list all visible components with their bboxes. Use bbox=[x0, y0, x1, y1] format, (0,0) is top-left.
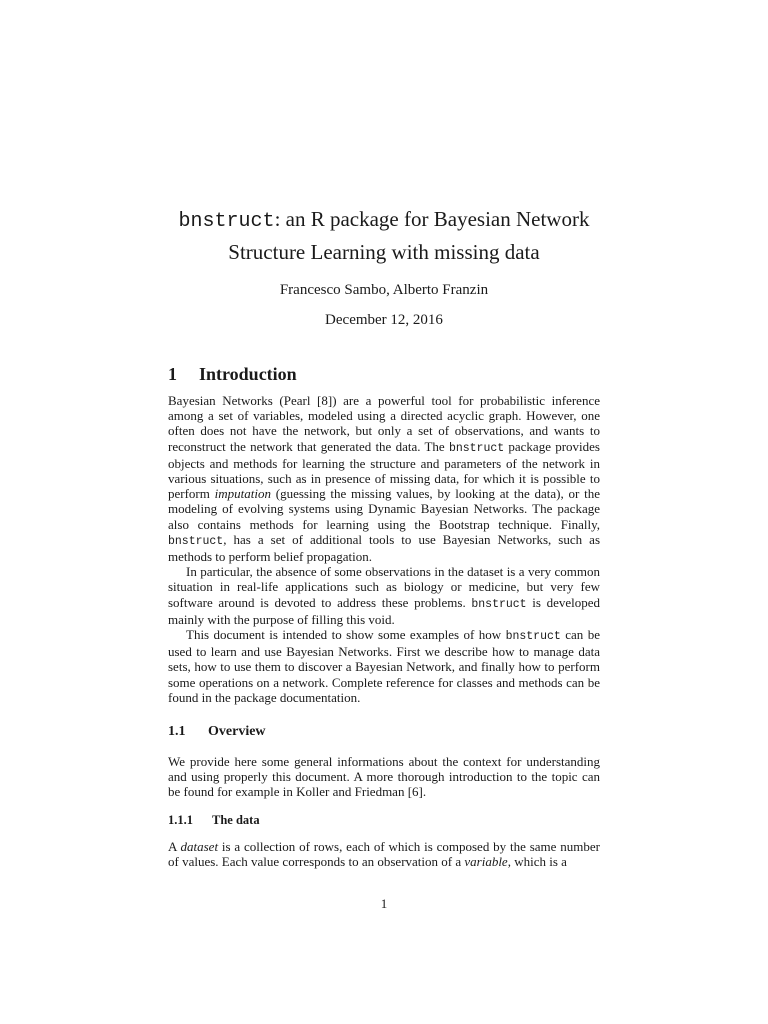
section-number: 1 bbox=[168, 364, 177, 384]
paragraph: This document is intended to show some examples of how bnstruct can be used to learn and use Bayesian Networks. First we describe how to manage data sets, how to use them to discover a Bayesian Network, and finally how to perform some operations on a network. Complete reference for classes and methods can be found in the package documentation. bbox=[168, 627, 600, 705]
introduction-body bbox=[168, 393, 600, 705]
title-package-name: bnstruct bbox=[178, 210, 275, 233]
subsubsection-number: 1.1.1 bbox=[168, 813, 193, 827]
paper-title bbox=[120, 204, 648, 267]
data-body bbox=[168, 839, 600, 869]
subsection-heading-overview bbox=[168, 722, 266, 742]
subsection-number: 1.1 bbox=[168, 724, 186, 739]
code-text: bnstruct bbox=[505, 630, 561, 644]
page-number: 1 bbox=[380, 896, 388, 911]
section-title: Introduction bbox=[199, 364, 297, 384]
paragraph: Bayesian Networks (Pearl [8]) are a powerful tool for probabilistic inference among a set of variables, modeled using a directed acyclic graph. However, one often does not have the network, but only a set of observations, and wants to reconstruct the network that generated the data. The bnstruct package provides objects and methods for learning the structure and parameters of the network in various situations, such as in presence of missing data, for which it is possible to perform imputation (guessing the missing values, by looking at the data), or the modeling of evolving systems using Dynamic Bayesian Networks. The package also contains methods for learning using the Bootstrap technique. Finally, bnstruct, has a set of additional tools to use Bayesian Networks, such as methods to perform belief propagation. bbox=[168, 393, 600, 565]
emphasis-text: variable bbox=[464, 854, 508, 870]
overview-body bbox=[168, 754, 600, 800]
paragraph: A dataset is a collection of rows, each of which is composed by the same number of values. Each value corresponds to an observation of a variable, which is a bbox=[168, 839, 600, 870]
code-text: bnstruct bbox=[471, 597, 527, 611]
title-line-1: : an R package for Bayesian Network bbox=[274, 207, 590, 231]
authors: Francesco Sambo, Alberto Franzin bbox=[279, 282, 489, 298]
emphasis-text: dataset bbox=[180, 839, 219, 854]
code-text: bnstruct bbox=[168, 534, 224, 548]
subsubsection-title: The data bbox=[212, 813, 260, 827]
subsubsection-heading-the-data bbox=[168, 811, 260, 829]
date: December 12, 2016 bbox=[325, 312, 443, 328]
code-text: bnstruct bbox=[448, 441, 505, 455]
emphasis-text: imputation bbox=[214, 486, 271, 502]
title-line-2: Structure Learning with missing data bbox=[228, 240, 540, 264]
paragraph: We provide here some general informations about the context for understanding and using properly this document. A more thorough introduction to the topic can be found for example in Koller and Friedman [6]. bbox=[168, 754, 600, 800]
section-heading-introduction bbox=[168, 362, 297, 386]
paragraph: In particular, the absence of some observations in the dataset is a very common situation in real-life applications such as biology or medicine, but very few software around is devoted to address these problems. bnstruct is developed mainly with the purpose of filling this void. bbox=[168, 564, 600, 627]
subsection-title: Overview bbox=[208, 724, 266, 739]
